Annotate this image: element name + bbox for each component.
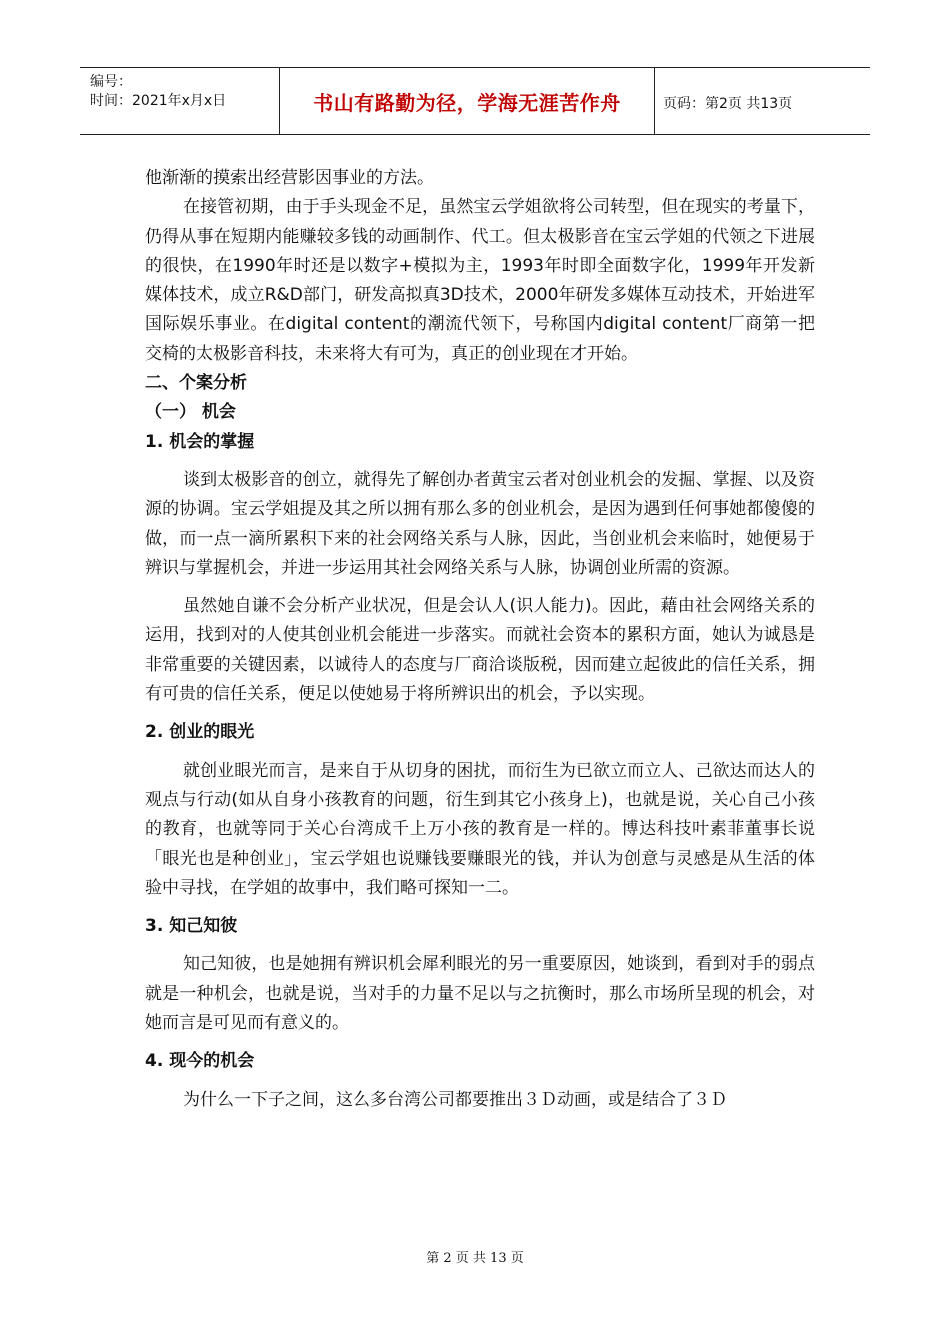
item-heading: 4. 现今的机会 (145, 1051, 255, 1072)
paragraph: 为什么一下子之间，这么多台湾公司都要推出３Ｄ动画，或是结合了３Ｄ (183, 1089, 727, 1110)
item-heading: 3. 知己知彼 (145, 916, 238, 937)
doc-time-label: 时间：2021年x月x日 (90, 93, 227, 109)
subsection-heading: （一） 机会 (145, 402, 236, 423)
paragraph: 在接管初期，由于手头现金不足，虽然宝云学姐欲将公司转型，但在现实的考量下，仍得从事在短期内能赚较多钱的动画制作、代工。但太极影音在宝云学姐的代领之下进展的很快，在1990年时还是以数字+模拟为主，1993年时即全面数字化，1999年开发新媒体技术，成立R&D部门，研发高拟真3D技术，2000年研发多媒体互动技术，开始进军国际娱乐事业。在digital content的潮流代领下，号称国内digital content厂商第一把交椅的太极影音科技，未来将大有可为，真正的创业现在才开始。 (145, 197, 815, 364)
header-info-cell (80, 68, 280, 134)
paragraph: 虽然她自谦不会分析产业状况，但是会认人(识人能力)。因此，藉由社会网络关系的运用，找到对的人使其创业机会能进一步落实。而就社会资本的累积方面，她认为诚恳是非常重要的关键因素，以诚待人的态度与厂商洽谈版税，因而建立起彼此的信任关系，拥有可贵的信任关系，便足以使她易于将所辨识出的机会，予以实现。 (145, 596, 815, 705)
header-table (80, 67, 870, 135)
header-motto-cell (280, 68, 655, 134)
doc-number-label: 编号： (90, 74, 132, 90)
page-footer: 第 2 页 共 13 页 (426, 1251, 524, 1266)
section-heading: 二、个案分析 (145, 373, 247, 394)
paragraph: 他渐渐的摸索出经营影因事业的方法。 (145, 168, 434, 188)
paragraph: 就创业眼光而言，是来自于从切身的困扰，而衍生为已欲立而立人、己欲达而达人的观点与行动(如从自身小孩教育的问题，衍生到其它小孩身上)，也就是说，关心自己小孩的教育，也就等同于关心台湾成千上万小孩的教育是一样的。博达科技叶素菲董事长说「眼光也是种创业」，宝云学姐也说赚钱要赚眼光的钱，并认为创意与灵感是从生活的体验中寻找，在学姐的故事中，我们略可探知一二。 (145, 760, 815, 898)
header-page-label: 页码：第2页 共13页 (663, 96, 793, 112)
paragraph: 谈到太极影音的创立，就得先了解创办者黄宝云者对创业机会的发掘、掌握、以及资源的协调。宝云学姐提及其之所以拥有那么多的创业机会，是因为遇到任何事她都傻傻的做，而一点一滴所累积下来的社会网络关系与人脉，因此，当创业机会来临时，她便易于辨识与掌握机会，并进一步运用其社会网络关系与人脉，协调创业所需的资源。 (145, 469, 815, 578)
item-heading: 2. 创业的眼光 (145, 722, 255, 743)
header-motto: 书山有路勤为径，学海无涯苦作舟 (313, 91, 621, 115)
header-page-cell (655, 68, 870, 134)
document-body (145, 164, 815, 1115)
item-heading: 1. 机会的掌握 (145, 431, 255, 452)
paragraph: 知己知彼，也是她拥有辨识机会犀利眼光的另一重要原因，她谈到，看到对手的弱点就是一种机会，也就是说，当对手的力量不足以与之抗衡时，那么市场所呈现的机会，对她而言是可见而有意义的。 (145, 954, 815, 1034)
